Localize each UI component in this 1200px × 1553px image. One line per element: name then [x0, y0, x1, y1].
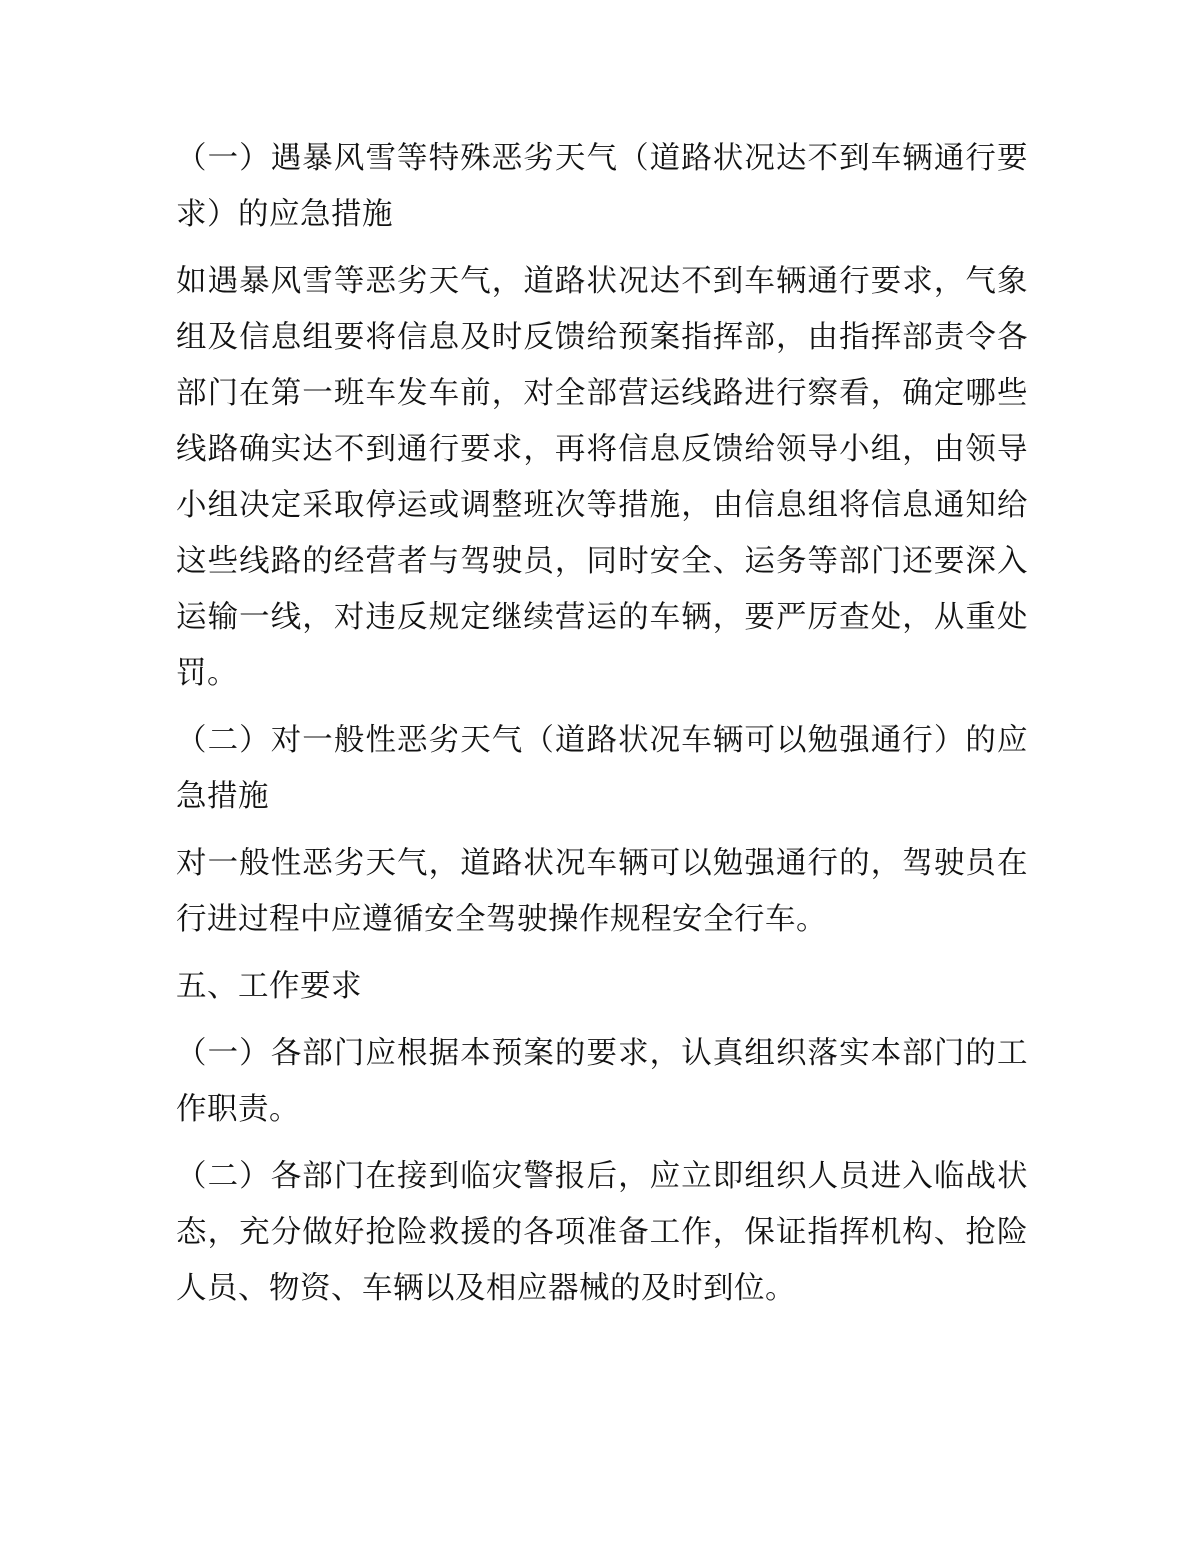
paragraph-severe-weather-measures: 如遇暴风雪等恶劣天气，道路状况达不到车辆通行要求，气象组及信息组要将信息及时反馈给预案指挥部，由指挥部责令各部门在第一班车发车前，对全部营运线路进行察看，确定哪些线路确实达不到通行要求，再将信息反馈给领导小组，由领导小组决定采取停运或调整班次等措施，由信息组将信息通知给这些线路的经营者与驾驶员，同时安全、运务等部门还要深入运输一线，对违反规定继续营运的车辆，要严厉查处，从重处罚。 [176, 264, 1028, 691]
section-heading-work-requirements: 五、工作要求 [176, 969, 362, 1004]
document-page [176, 131, 1028, 1328]
section-heading-severe-weather: （一）遇暴风雪等特殊恶劣天气（道路状况达不到车辆通行要求）的应急措施 [176, 141, 1028, 232]
paragraph-requirement-two: （二）各部门在接到临灾警报后，应立即组织人员进入临战状态，充分做好抢险救援的各项准备工作，保证指挥机构、抢险人员、物资、车辆以及相应器械的及时到位。 [176, 1159, 1028, 1306]
paragraph-general-weather-measures: 对一般性恶劣天气，道路状况车辆可以勉强通行的，驾驶员在行进过程中应遵循安全驾驶操作规程安全行车。 [176, 846, 1028, 937]
paragraph-requirement-one: （一）各部门应根据本预案的要求，认真组织落实本部门的工作职责。 [176, 1036, 1028, 1127]
section-heading-general-weather: （二）对一般性恶劣天气（道路状况车辆可以勉强通行）的应急措施 [176, 723, 1028, 814]
